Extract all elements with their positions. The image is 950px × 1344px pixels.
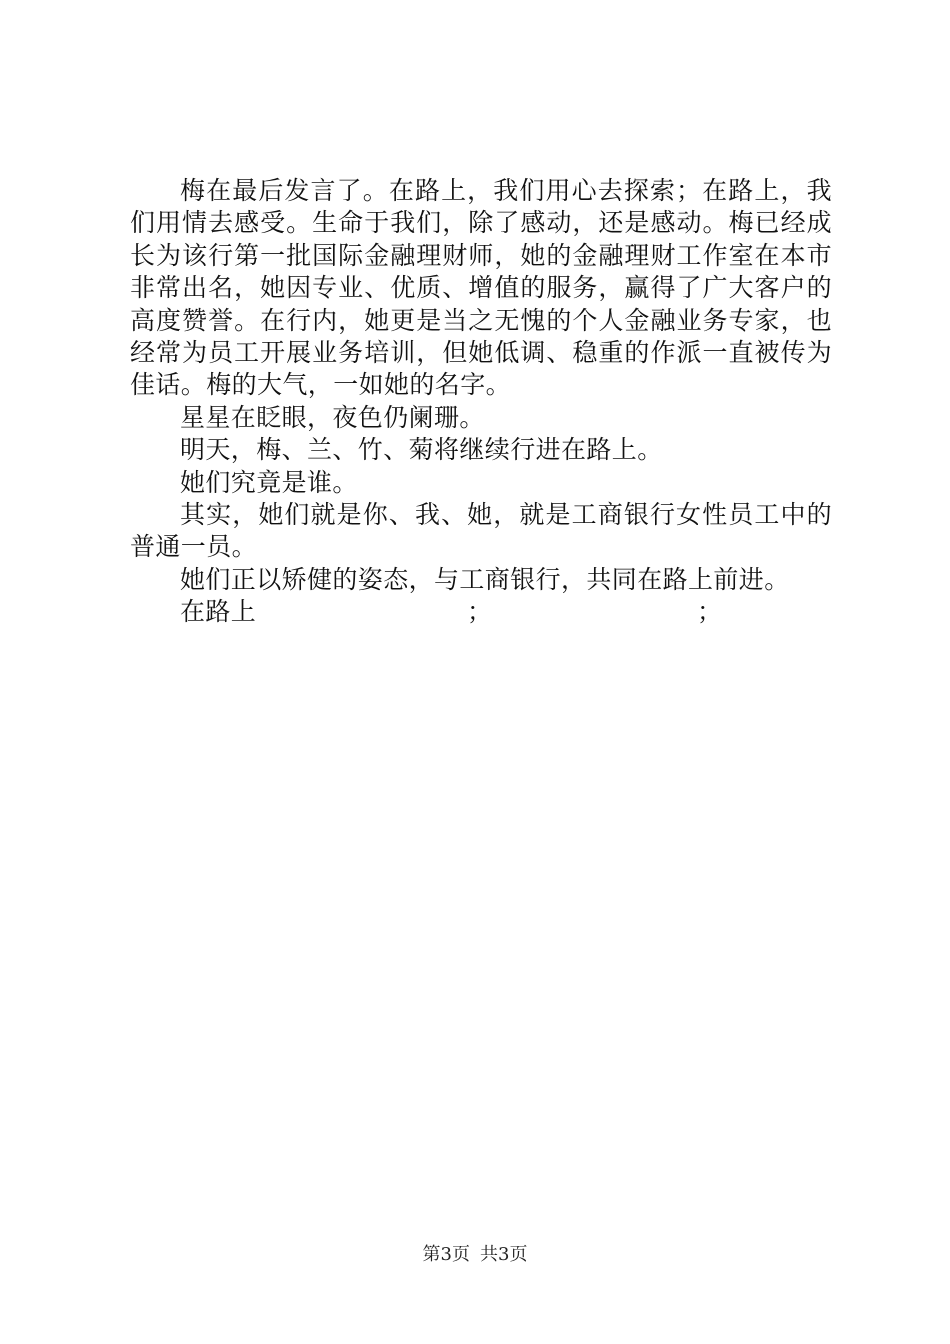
page-number: 第3页: [422, 1244, 470, 1265]
paragraph: 其实，她们就是你、我、她，就是工商银行女性员工中的普通一员。: [130, 500, 832, 562]
paragraph: 梅在最后发言了。在路上，我们用心去探索；在路上，我们用情去感受。生命于我们，除了感动，还是感动。梅已经成长为该行第一批国际金融理财师，她的金融理财工作室在本市非常出名，她因专业、优质、增值的服务，赢得了广大客户的高度赞誉。在行内，她更是当之无愧的个人金融业务专家，也经常为员工开展业务培训，但她低调、稳重的作派一直被传为佳话。梅的大气，一如她的名字。: [130, 176, 832, 400]
closing-line-separator: ；: [467, 597, 493, 627]
closing-line-lead: 在路上: [180, 597, 257, 627]
page-total: 共3页: [480, 1244, 528, 1265]
document-body: [130, 175, 832, 629]
paragraph: 星星在眨眼，夜色仍阑珊。: [180, 402, 485, 432]
paragraph: 她们究竟是谁。: [180, 467, 358, 497]
paragraph: 明天，梅、兰、竹、菊将继续行进在路上。: [180, 435, 663, 465]
page-footer: [0, 1243, 950, 1267]
closing-line-separator: ；: [697, 597, 723, 627]
paragraph: 她们正以矫健的姿态，与工商银行，共同在路上前进。: [180, 564, 790, 594]
closing-line: [130, 596, 832, 628]
